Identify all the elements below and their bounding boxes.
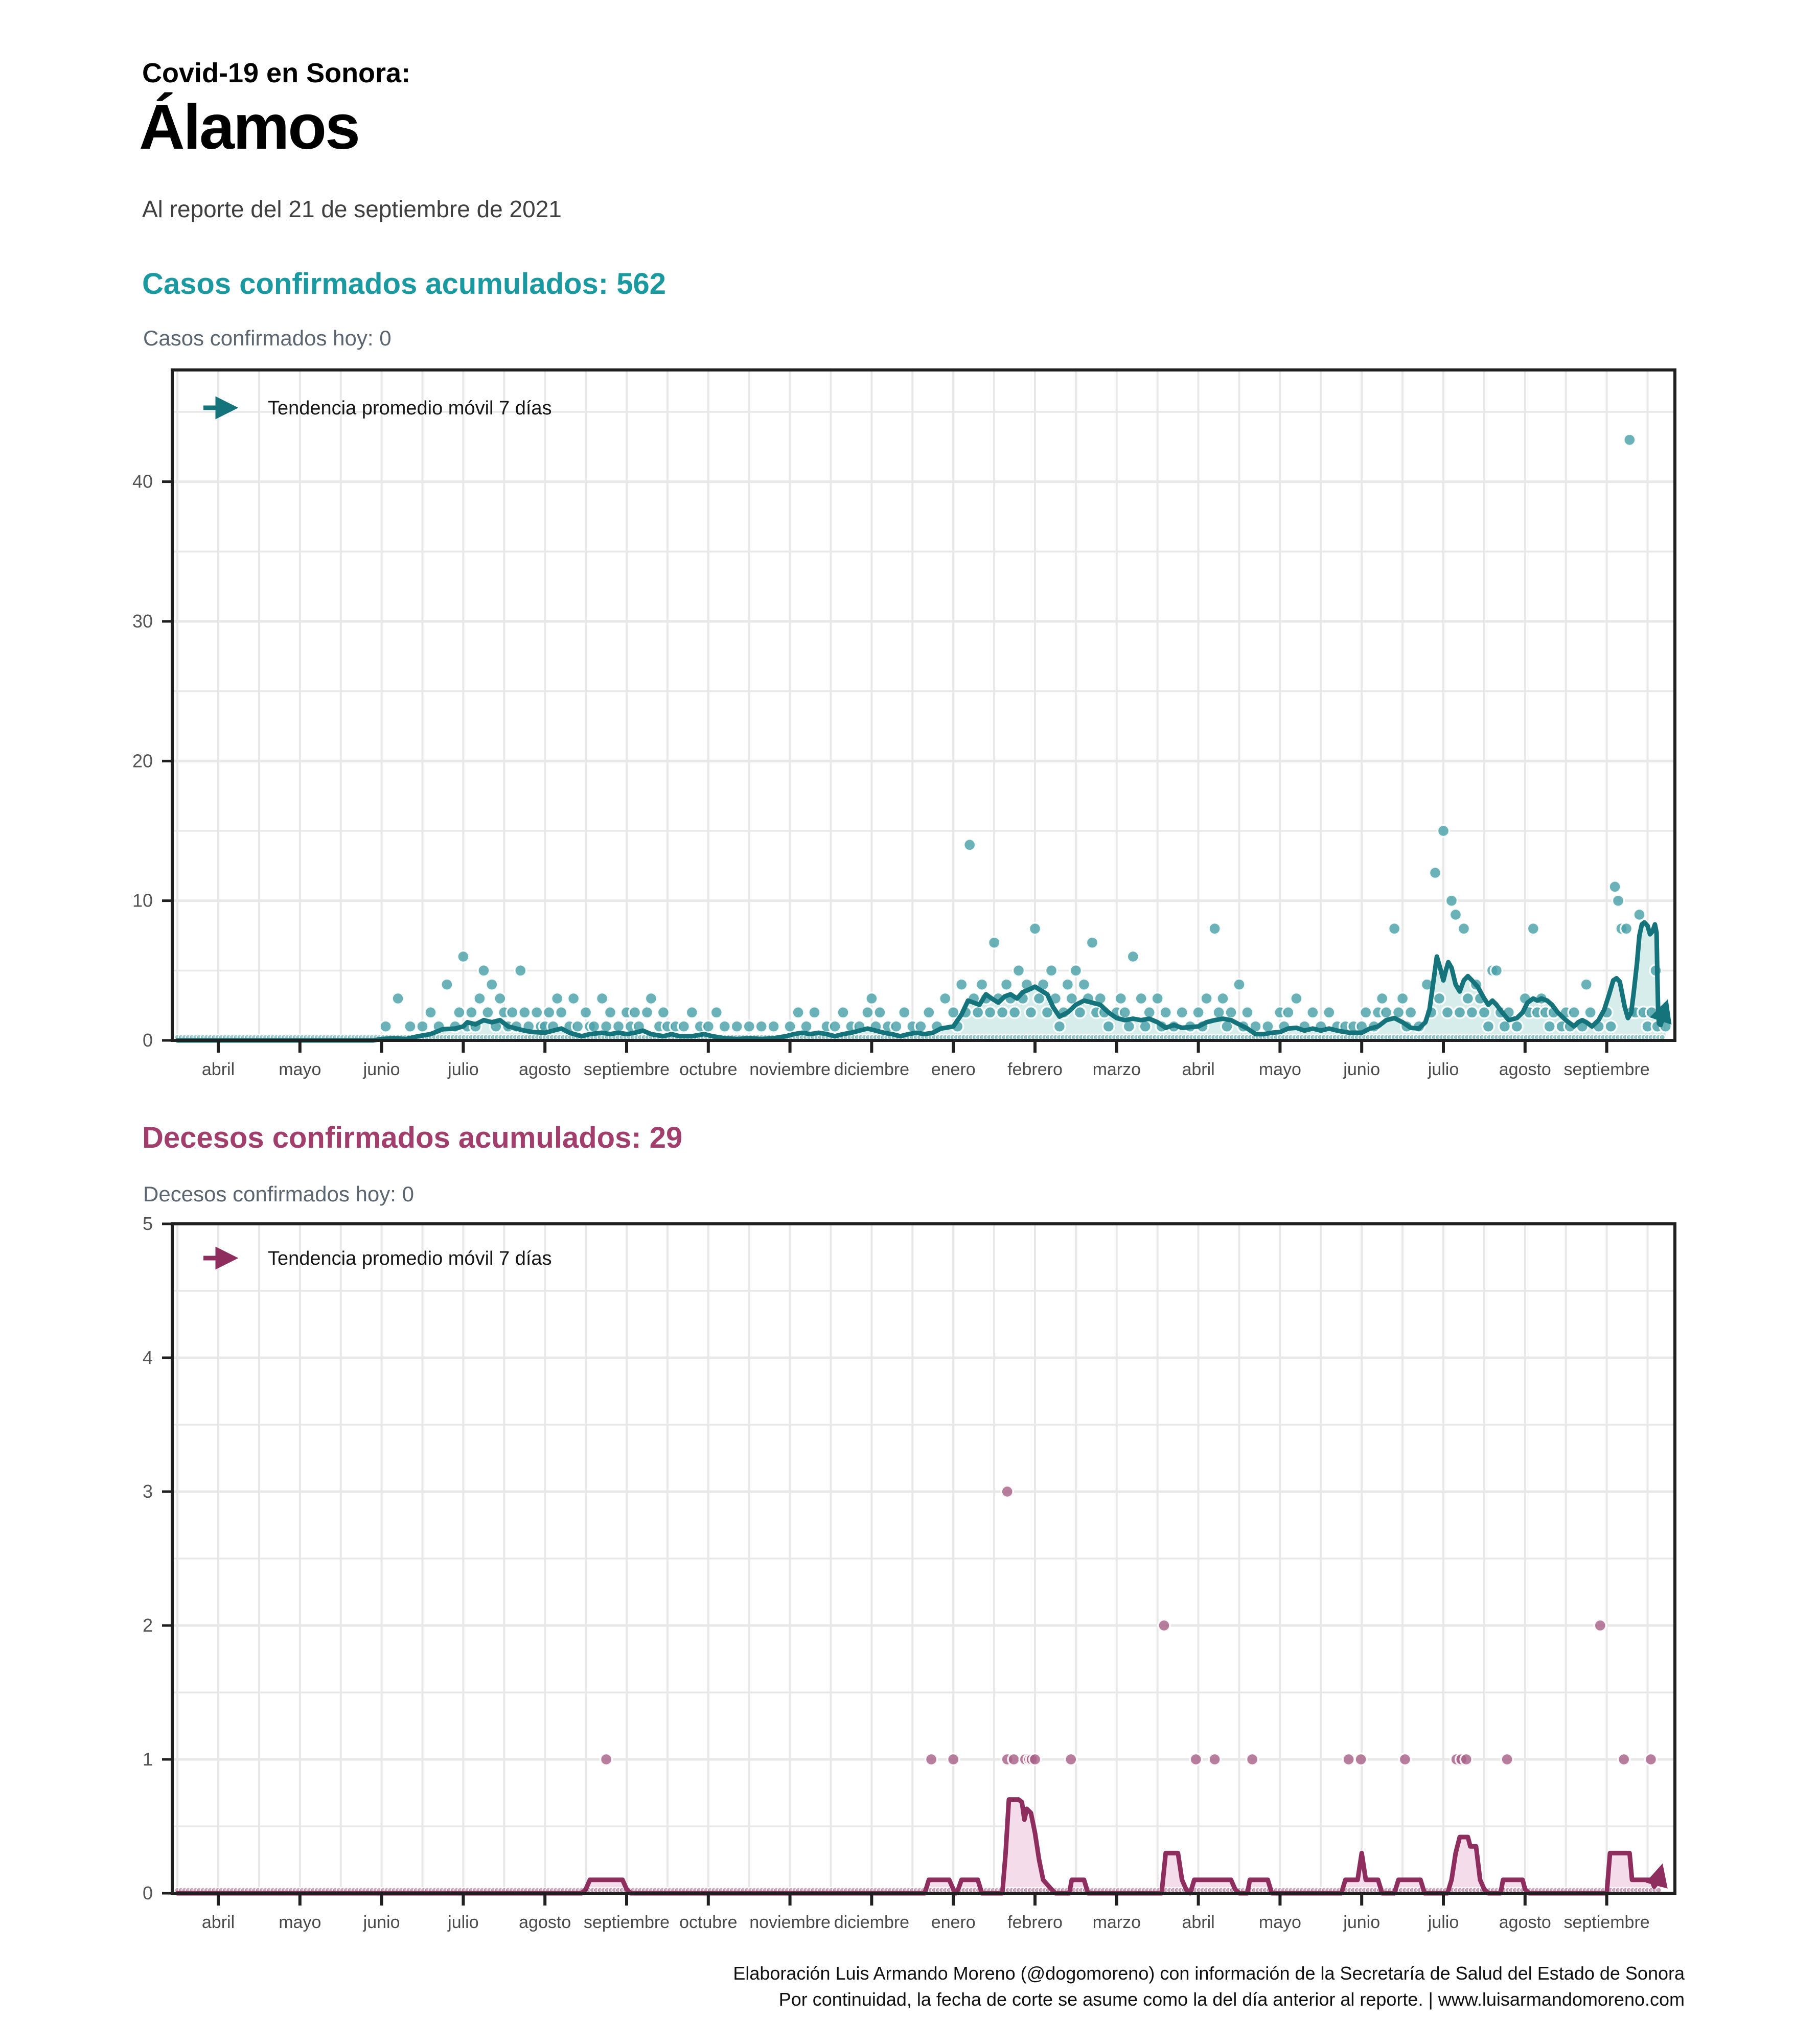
- deaths-x-tick-label: abril: [201, 1913, 235, 1932]
- cases-data-point: [1458, 923, 1470, 935]
- cases-data-point: [531, 1007, 543, 1018]
- deaths-y-tick-label: 1: [142, 1749, 153, 1770]
- cases-data-point: [866, 993, 878, 1005]
- cases-x-tick-label: octubre: [679, 1060, 738, 1079]
- cases-data-point: [1389, 923, 1400, 935]
- cases-data-point: [1201, 993, 1212, 1005]
- cases-data-point: [457, 951, 469, 963]
- cases-data-point: [1430, 867, 1441, 879]
- cases-data-point: [686, 1007, 698, 1018]
- cases-data-point: [1527, 923, 1539, 935]
- cases-x-tick-label: julio: [1428, 1060, 1459, 1079]
- cases-data-point: [482, 1007, 494, 1018]
- deaths-data-point: [1501, 1754, 1513, 1766]
- footer-line-1: Elaboración Luis Armando Moreno (@dogomoreno) con información de la Secretaría de Salud del Estado de Sonora: [733, 1963, 1685, 1984]
- cases-x-tick-label: junio: [1343, 1060, 1381, 1079]
- cases-data-point: [874, 1007, 886, 1018]
- cases-data-point: [678, 1020, 689, 1032]
- deaths-data-point: [1460, 1754, 1472, 1766]
- deaths-section-title: Decesos confirmados acumulados: 29: [142, 1121, 683, 1154]
- cases-y-tick-label: 10: [132, 890, 153, 911]
- cases-data-point: [899, 1007, 910, 1018]
- cases-data-point: [956, 979, 968, 990]
- cases-x-tick-label: enero: [931, 1060, 976, 1079]
- deaths-chart: [143, 1213, 1675, 1932]
- deaths-x-tick-label: junio: [363, 1913, 400, 1932]
- cases-data-point: [809, 1007, 820, 1018]
- cases-data-point: [1478, 1007, 1490, 1018]
- deaths-data-point: [1355, 1754, 1367, 1766]
- cases-data-point: [1074, 1007, 1086, 1018]
- cases-x-tick-label: diciembre: [834, 1060, 910, 1079]
- cases-data-point: [1176, 1007, 1188, 1018]
- cases-data-point: [1323, 1007, 1335, 1018]
- cases-data-point: [1466, 1007, 1478, 1018]
- cases-data-point: [494, 993, 506, 1005]
- cases-data-point: [1434, 993, 1445, 1005]
- deaths-y-tick-label: 3: [142, 1481, 153, 1502]
- cases-data-point: [657, 1007, 669, 1018]
- cases-x-tick-label: noviembre: [749, 1060, 831, 1079]
- cases-data-point: [453, 1007, 465, 1018]
- deaths-y-tick-label: 0: [142, 1883, 153, 1903]
- deaths-data-point: [1065, 1754, 1077, 1766]
- cases-x-tick-label: septiembre: [583, 1060, 670, 1079]
- cases-data-point: [1462, 993, 1474, 1005]
- cases-data-point: [997, 1007, 1008, 1018]
- deaths-x-tick-label: noviembre: [749, 1913, 831, 1932]
- cases-data-point: [1127, 951, 1139, 963]
- cases-data-point: [1009, 1007, 1021, 1018]
- cases-data-point: [1233, 979, 1245, 990]
- cases-data-point: [1442, 1007, 1454, 1018]
- cases-data-point: [1634, 909, 1645, 921]
- deaths-section-subtitle: Decesos confirmados hoy: 0: [143, 1182, 414, 1206]
- cases-data-point: [1119, 1007, 1131, 1018]
- cases-y-tick-label: 30: [132, 611, 153, 632]
- deaths-x-tick-label: julio: [448, 1913, 479, 1932]
- deaths-data-point: [1008, 1754, 1020, 1766]
- cases-data-point: [568, 993, 580, 1005]
- cases-section-title: Casos confirmados acumulados: 562: [142, 267, 666, 300]
- cases-data-point: [588, 1020, 600, 1032]
- deaths-data-point: [1190, 1754, 1202, 1766]
- cases-data-point: [1397, 993, 1409, 1005]
- cases-data-point: [1490, 965, 1502, 977]
- cases-data-point: [1446, 895, 1458, 907]
- cases-data-point: [556, 1007, 567, 1018]
- cases-data-point: [755, 1020, 767, 1032]
- cases-x-tick-label: mayo: [279, 1060, 321, 1079]
- cases-data-point: [1291, 993, 1302, 1005]
- cases-data-point: [1209, 923, 1221, 935]
- deaths-data-point: [1618, 1754, 1630, 1766]
- cases-data-point: [1078, 979, 1090, 990]
- cases-data-point: [964, 839, 976, 851]
- cases-data-point: [1115, 993, 1126, 1005]
- deaths-x-tick-label: abril: [1182, 1913, 1215, 1932]
- cases-data-point: [605, 1007, 616, 1018]
- cases-data-point: [1544, 1020, 1555, 1032]
- cases-data-point: [1029, 923, 1041, 935]
- cases-x-tick-label: agosto: [519, 1060, 571, 1079]
- cases-data-point: [572, 1020, 584, 1032]
- cases-data-point: [1454, 1007, 1466, 1018]
- report-date: Al reporte del 21 de septiembre de 2021: [142, 196, 562, 222]
- cases-data-point: [1046, 965, 1057, 977]
- deaths-x-tick-label: agosto: [1499, 1913, 1551, 1932]
- cases-data-point: [1511, 1020, 1523, 1032]
- cases-data-point: [1580, 979, 1592, 990]
- cases-chart: [132, 370, 1675, 1079]
- cases-data-point: [1160, 1007, 1171, 1018]
- cases-data-point: [551, 993, 563, 1005]
- deaths-x-tick-label: mayo: [1258, 1913, 1301, 1932]
- cases-data-point: [976, 979, 988, 990]
- cases-data-point: [380, 1020, 392, 1032]
- deaths-x-tick-label: marzo: [1092, 1913, 1141, 1932]
- cases-data-point: [507, 1007, 518, 1018]
- cases-y-tick-label: 0: [142, 1030, 153, 1051]
- deaths-x-tick-label: mayo: [279, 1913, 321, 1932]
- cases-data-point: [710, 1007, 722, 1018]
- cases-data-point: [641, 1007, 653, 1018]
- cases-data-point: [923, 1007, 935, 1018]
- deaths-data-point: [1001, 1486, 1013, 1498]
- deaths-x-tick-label: junio: [1343, 1913, 1381, 1932]
- deaths-data-point: [1399, 1754, 1411, 1766]
- cases-data-point: [1624, 434, 1636, 446]
- cases-data-point: [784, 1020, 796, 1032]
- cases-data-point: [1086, 937, 1098, 948]
- deaths-data-point: [1645, 1754, 1657, 1766]
- cases-data-point: [1025, 1007, 1037, 1018]
- cases-data-point: [1152, 993, 1163, 1005]
- cases-data-point: [1053, 1020, 1065, 1032]
- cases-data-point: [1307, 1007, 1319, 1018]
- cases-data-point: [984, 1007, 996, 1018]
- deaths-x-tick-label: diciembre: [834, 1913, 910, 1932]
- cases-data-point: [1102, 1020, 1114, 1032]
- cases-data-point: [719, 1020, 730, 1032]
- cases-data-point: [425, 1007, 436, 1018]
- cases-data-point: [1609, 881, 1621, 893]
- deaths-data-point: [1029, 1754, 1041, 1766]
- cases-data-point: [466, 1007, 477, 1018]
- cases-data-point: [596, 993, 608, 1005]
- cases-data-point: [792, 1007, 804, 1018]
- attribution-footer: [733, 1960, 1685, 2012]
- cases-data-point: [1450, 909, 1462, 921]
- deaths-y-tick-label: 2: [142, 1615, 153, 1636]
- municipality-title: Álamos: [139, 92, 359, 162]
- deaths-data-point: [1594, 1620, 1606, 1632]
- deaths-y-tick-label: 5: [142, 1213, 153, 1234]
- cases-data-point: [519, 1007, 531, 1018]
- cases-x-tick-label: septiembre: [1563, 1060, 1650, 1079]
- cases-x-tick-label: junio: [363, 1060, 400, 1079]
- cases-x-tick-label: julio: [448, 1060, 479, 1079]
- cases-data-point: [1584, 1007, 1596, 1018]
- cases-data-point: [1405, 1007, 1417, 1018]
- cases-data-point: [478, 965, 490, 977]
- cases-data-point: [1070, 965, 1082, 977]
- cases-data-point: [543, 1007, 555, 1018]
- deaths-trend-area: [177, 1800, 1661, 1893]
- cases-data-point: [417, 1020, 428, 1032]
- cases-data-point: [1568, 1007, 1580, 1018]
- cases-section-subtitle: Casos confirmados hoy: 0: [143, 326, 392, 350]
- cases-y-tick-label: 40: [132, 471, 153, 492]
- deaths-x-tick-label: febrero: [1007, 1913, 1063, 1932]
- cases-data-point: [1482, 1020, 1494, 1032]
- cases-data-point: [988, 937, 1000, 948]
- cases-data-point: [629, 1007, 641, 1018]
- cases-data-point: [1013, 965, 1025, 977]
- cases-data-point: [939, 993, 951, 1005]
- deaths-x-tick-label: julio: [1428, 1913, 1459, 1932]
- cases-data-point: [1621, 923, 1632, 935]
- cases-x-tick-label: mayo: [1258, 1060, 1301, 1079]
- cases-data-point: [1376, 993, 1388, 1005]
- deaths-trend-line: [177, 1800, 1661, 1893]
- cases-data-point: [404, 1020, 416, 1032]
- deaths-x-tick-label: agosto: [519, 1913, 571, 1932]
- cases-data-point: [1135, 993, 1147, 1005]
- cases-data-point: [1438, 825, 1450, 837]
- cases-data-point: [890, 1020, 902, 1032]
- cases-data-point: [1241, 1007, 1253, 1018]
- deaths-x-tick-label: octubre: [679, 1913, 738, 1932]
- cases-data-point: [743, 1020, 755, 1032]
- cases-data-point: [1360, 1007, 1372, 1018]
- cases-y-tick-label: 20: [132, 750, 153, 772]
- deaths-data-point: [601, 1754, 612, 1766]
- cases-data-point: [1605, 1020, 1617, 1032]
- cases-data-point: [862, 1007, 873, 1018]
- cases-data-point: [972, 1007, 984, 1018]
- cases-x-tick-label: abril: [201, 1060, 235, 1079]
- cases-x-tick-label: abril: [1182, 1060, 1215, 1079]
- deaths-y-tick-label: 4: [142, 1347, 153, 1368]
- cases-data-point: [441, 979, 453, 990]
- cases-x-tick-label: febrero: [1007, 1060, 1063, 1079]
- deaths-data-point: [1209, 1754, 1221, 1766]
- deaths-data-point: [1343, 1754, 1354, 1766]
- cases-data-point: [1062, 979, 1073, 990]
- deaths-data-point: [948, 1754, 959, 1766]
- cases-data-point: [1217, 993, 1229, 1005]
- cases-data-point: [474, 993, 486, 1005]
- deaths-legend-label: Tendencia promedio móvil 7 días: [268, 1248, 552, 1269]
- cases-data-point: [580, 1007, 592, 1018]
- cases-data-point: [515, 965, 526, 977]
- cases-x-tick-label: agosto: [1499, 1060, 1551, 1079]
- cases-data-point: [731, 1020, 743, 1032]
- cases-data-point: [1001, 979, 1013, 990]
- cases-data-point: [1613, 895, 1624, 907]
- deaths-data-point: [1247, 1754, 1258, 1766]
- cases-data-point: [1192, 1007, 1204, 1018]
- report-kicker: Covid-19 en Sonora:: [142, 58, 411, 88]
- cases-legend-label: Tendencia promedio móvil 7 días: [268, 398, 552, 419]
- cases-data-point: [837, 1007, 849, 1018]
- deaths-data-point: [1158, 1620, 1170, 1632]
- footer-line-2: Por continuidad, la fecha de corte se asume como la del día anterior al reporte. | www.luisarmandomoreno.com: [778, 1989, 1685, 2010]
- cases-data-point: [702, 1020, 714, 1032]
- cases-data-point: [645, 993, 657, 1005]
- cases-data-point: [1225, 1007, 1237, 1018]
- cases-data-point: [1381, 1007, 1392, 1018]
- deaths-x-tick-label: septiembre: [1563, 1913, 1650, 1932]
- cases-data-point: [1282, 1007, 1294, 1018]
- deaths-x-tick-label: enero: [931, 1913, 976, 1932]
- deaths-x-tick-label: septiembre: [583, 1913, 670, 1932]
- cases-x-tick-label: marzo: [1092, 1060, 1141, 1079]
- cases-data-point: [829, 1020, 841, 1032]
- deaths-data-point: [926, 1754, 937, 1766]
- cases-data-point: [392, 993, 404, 1005]
- cases-data-point: [768, 1020, 779, 1032]
- cases-data-point: [486, 979, 498, 990]
